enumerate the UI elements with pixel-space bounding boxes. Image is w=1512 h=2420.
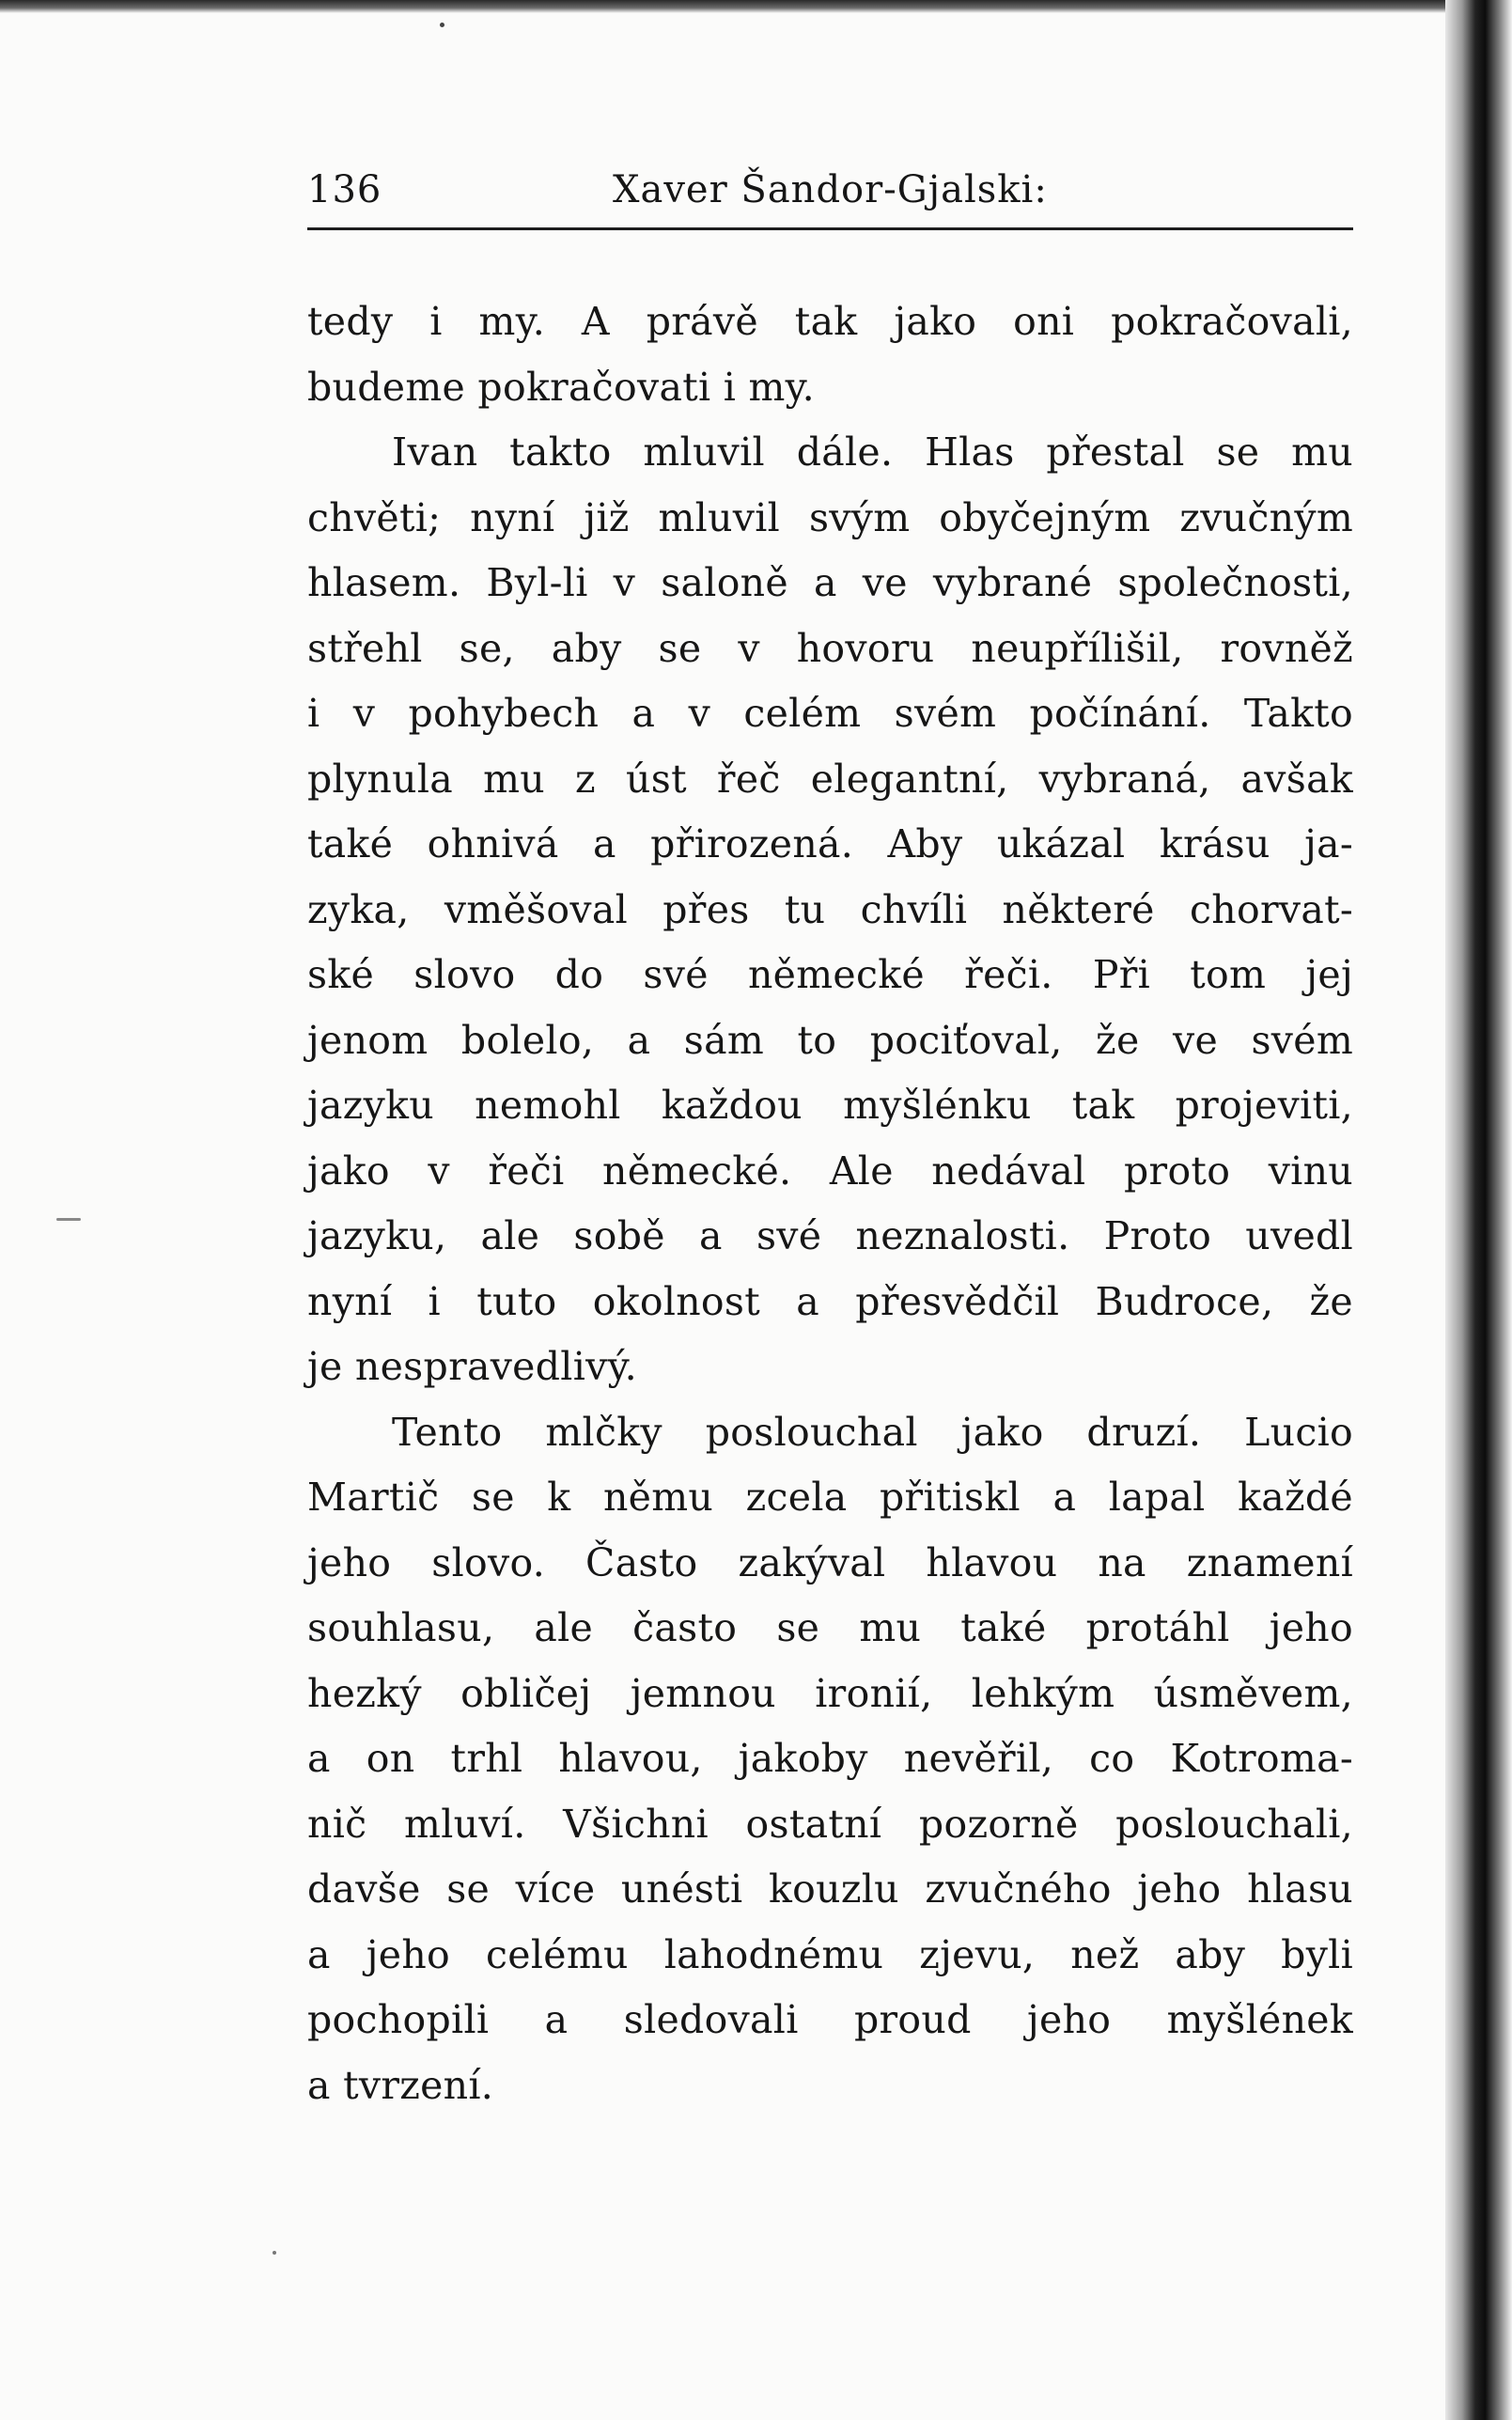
text-line: zyka, vměšoval přes tu chvíli některé chorvat- bbox=[307, 886, 1353, 932]
text-line: tedy i my. A právě tak jako oni pokračovali, bbox=[307, 299, 1353, 344]
text-line: plynula mu z úst řeč elegantní, vybraná, avšak bbox=[307, 756, 1353, 802]
text-line: ské slovo do své německé řeči. Při tom jej bbox=[307, 952, 1353, 997]
scan-top-edge bbox=[0, 0, 1445, 13]
text-line: Ivan takto mluvil dále. Hlas přestal se mu bbox=[392, 429, 1353, 475]
text-line: hlasem. Byl-li v saloně a ve vybrané společnosti, bbox=[307, 560, 1353, 605]
scan-speck bbox=[56, 1218, 81, 1221]
text-line: pochopili a sledovali proud jeho myšlének bbox=[307, 1997, 1353, 2042]
text-line: Martič se k němu zcela přitiskl a lapal každé bbox=[307, 1475, 1353, 1520]
page-binding-edge bbox=[1445, 0, 1512, 2420]
text-line: nič mluví. Všichni ostatní pozorně poslouchali, bbox=[307, 1801, 1353, 1847]
body-text bbox=[307, 289, 1353, 2118]
text-line: budeme pokračovati i my. bbox=[307, 364, 815, 410]
text-line: a jeho celému lahodnému zjevu, než aby byli bbox=[307, 1931, 1353, 1977]
text-line: je nespravedlivý. bbox=[307, 1344, 637, 1389]
running-head bbox=[307, 158, 1353, 222]
text-line: hezký obličej jemnou ironií, lehkým úsměvem, bbox=[307, 1670, 1353, 1716]
text-line: jazyku, ale sobě a své neznalosti. Proto uvedl bbox=[307, 1213, 1353, 1258]
text-line: nyní i tuto okolnost a přesvědčil Budroce, že bbox=[307, 1278, 1353, 1324]
text-line: střehl se, aby se v hovoru neupřílišil, rovněž bbox=[307, 625, 1353, 671]
text-line: jako v řeči německé. Ale nedával proto vinu bbox=[307, 1148, 1353, 1194]
text-line: chvěti; nyní již mluvil svým obyčejným zvučným bbox=[307, 494, 1353, 540]
text-line: jenom bolelo, a sám to pociťoval, že ve svém bbox=[307, 1017, 1353, 1063]
text-line: a tvrzení. bbox=[307, 2062, 494, 2108]
text-line: také ohnivá a přirozená. Aby ukázal krásu ja- bbox=[307, 821, 1353, 867]
page-number: 136 bbox=[307, 168, 382, 211]
text-line: Tento mlčky poslouchal jako druzí. Lucio bbox=[392, 1409, 1353, 1455]
text-line: jeho slovo. Často zakýval hlavou na znamení bbox=[307, 1539, 1353, 1585]
text-line: jazyku nemohl každou myšlénku tak projeviti, bbox=[307, 1083, 1353, 1128]
text-line: souhlasu, ale často se mu také protáhl jeho bbox=[307, 1605, 1353, 1650]
header-rule bbox=[307, 227, 1353, 230]
text-line: i v pohybech a v celém svém počínání. Takto bbox=[307, 691, 1353, 736]
text-line: davše se více unésti kouzlu zvučného jeho hlasu bbox=[307, 1866, 1353, 1912]
text-line: a on trhl hlavou, jakoby nevěřil, co Kotroma- bbox=[307, 1736, 1353, 1781]
scan-speck bbox=[440, 23, 444, 27]
scan-speck bbox=[273, 2251, 276, 2255]
running-title: Xaver Šandor-Gjalski: bbox=[613, 168, 1048, 211]
